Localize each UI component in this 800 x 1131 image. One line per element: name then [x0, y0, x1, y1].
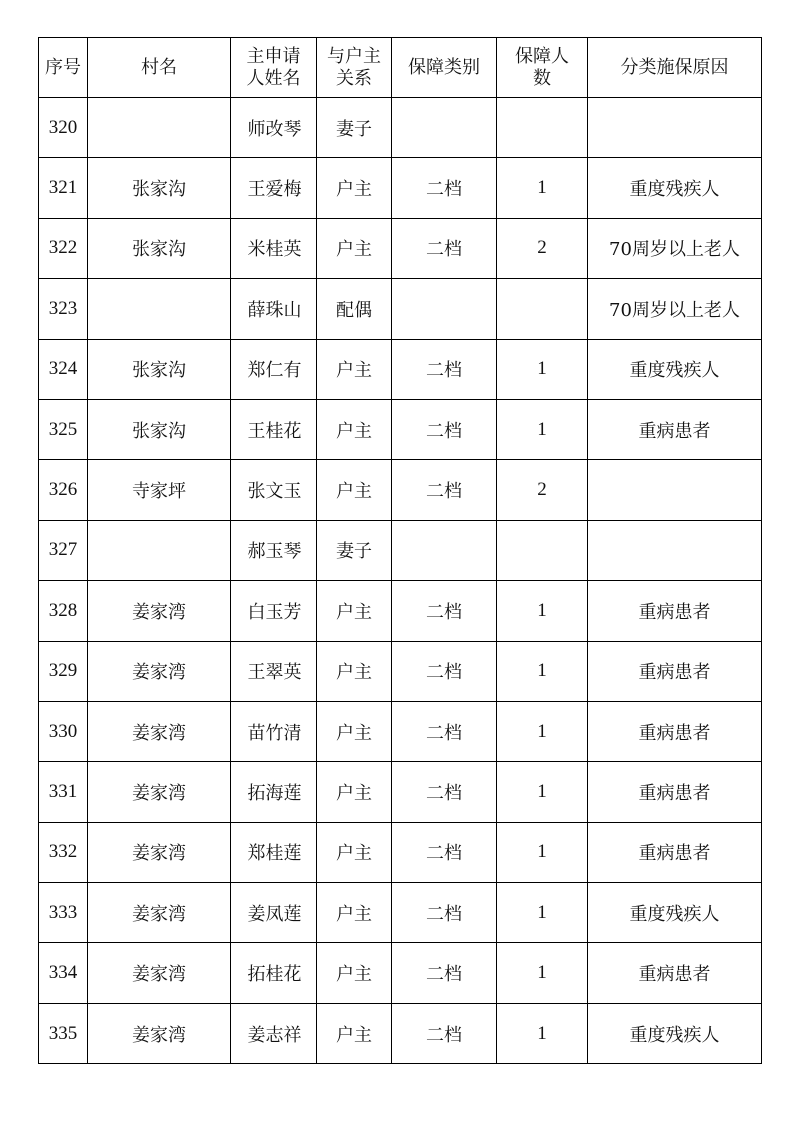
cell-relation: 户主 [317, 883, 392, 943]
cell-applicant-name: 张文玉 [231, 460, 317, 520]
table-row [39, 641, 762, 701]
cell-reason: 重病患者 [588, 701, 762, 761]
cell-applicant-name: 苗竹清 [231, 701, 317, 761]
cell-seq: 322 [39, 218, 88, 278]
cell-relation: 户主 [317, 1003, 392, 1063]
cell-count: 1 [497, 883, 588, 943]
cell-village: 姜家湾 [88, 581, 231, 641]
header-count-label: 保障人数 [515, 45, 569, 89]
cell-count: 1 [497, 581, 588, 641]
cell-count: 1 [497, 943, 588, 1003]
table-row [39, 701, 762, 761]
cell-seq: 332 [39, 822, 88, 882]
cell-relation: 妻子 [317, 520, 392, 580]
cell-village: 姜家湾 [88, 822, 231, 882]
cell-relation: 户主 [317, 158, 392, 218]
cell-category [392, 279, 497, 339]
cell-village: 姜家湾 [88, 1003, 231, 1063]
cell-applicant-name: 师改琴 [231, 98, 317, 158]
cell-count: 1 [497, 399, 588, 459]
header-count [497, 38, 588, 98]
cell-seq: 330 [39, 701, 88, 761]
cell-category: 二档 [392, 581, 497, 641]
cell-relation: 配偶 [317, 279, 392, 339]
table-row [39, 581, 762, 641]
table-row [39, 218, 762, 278]
cell-village: 张家沟 [88, 339, 231, 399]
cell-reason: 重病患者 [588, 943, 762, 1003]
table-row [39, 339, 762, 399]
table-body [39, 98, 762, 1064]
cell-applicant-name: 拓桂花 [231, 943, 317, 1003]
cell-relation: 户主 [317, 943, 392, 1003]
cell-village [88, 520, 231, 580]
cell-relation: 户主 [317, 581, 392, 641]
cell-reason: 70周岁以上老人 [588, 279, 762, 339]
cell-village: 姜家湾 [88, 762, 231, 822]
table-row [39, 1003, 762, 1063]
cell-reason [588, 520, 762, 580]
cell-reason: 重病患者 [588, 399, 762, 459]
cell-category: 二档 [392, 158, 497, 218]
cell-applicant-name: 米桂英 [231, 218, 317, 278]
cell-category [392, 520, 497, 580]
cell-applicant-name: 王翠英 [231, 641, 317, 701]
cell-category: 二档 [392, 339, 497, 399]
cell-seq: 326 [39, 460, 88, 520]
cell-relation: 户主 [317, 399, 392, 459]
cell-category [392, 98, 497, 158]
cell-seq: 329 [39, 641, 88, 701]
cell-village: 姜家湾 [88, 883, 231, 943]
cell-reason: 重度残疾人 [588, 1003, 762, 1063]
cell-category: 二档 [392, 762, 497, 822]
cell-count [497, 520, 588, 580]
cell-reason: 重度残疾人 [588, 883, 762, 943]
cell-applicant-name: 姜凤莲 [231, 883, 317, 943]
header-relation-label: 与户主关系 [327, 45, 381, 89]
cell-reason: 重病患者 [588, 822, 762, 882]
cell-applicant-name: 郑仁有 [231, 339, 317, 399]
header-applicant-label: 主申请人姓名 [246, 45, 301, 89]
cell-count: 2 [497, 218, 588, 278]
cell-count: 1 [497, 701, 588, 761]
cell-seq: 331 [39, 762, 88, 822]
cell-reason: 重病患者 [588, 762, 762, 822]
cell-applicant-name: 姜志祥 [231, 1003, 317, 1063]
table-row [39, 822, 762, 882]
cell-village: 寺家坪 [88, 460, 231, 520]
cell-count: 1 [497, 641, 588, 701]
cell-seq: 325 [39, 399, 88, 459]
cell-reason [588, 460, 762, 520]
cell-count: 1 [497, 762, 588, 822]
cell-reason [588, 98, 762, 158]
table-header [39, 38, 762, 98]
cell-category: 二档 [392, 883, 497, 943]
cell-reason: 重病患者 [588, 581, 762, 641]
cell-applicant-name: 郑桂莲 [231, 822, 317, 882]
header-row [39, 38, 762, 98]
cell-seq: 323 [39, 279, 88, 339]
cell-category: 二档 [392, 943, 497, 1003]
table-row [39, 279, 762, 339]
cell-village: 张家沟 [88, 158, 231, 218]
cell-seq: 321 [39, 158, 88, 218]
cell-applicant-name: 白玉芳 [231, 581, 317, 641]
cell-category: 二档 [392, 218, 497, 278]
cell-relation: 户主 [317, 701, 392, 761]
header-applicant [231, 38, 317, 98]
table-row [39, 943, 762, 1003]
cell-village [88, 98, 231, 158]
cell-applicant-name: 郝玉琴 [231, 520, 317, 580]
cell-count [497, 98, 588, 158]
cell-count: 1 [497, 339, 588, 399]
header-seq: 序号 [39, 38, 88, 98]
table-row [39, 520, 762, 580]
table-row [39, 158, 762, 218]
cell-relation: 户主 [317, 218, 392, 278]
cell-seq: 324 [39, 339, 88, 399]
cell-reason: 重病患者 [588, 641, 762, 701]
cell-category: 二档 [392, 701, 497, 761]
cell-relation: 户主 [317, 460, 392, 520]
cell-village: 姜家湾 [88, 701, 231, 761]
cell-village: 姜家湾 [88, 943, 231, 1003]
table-row [39, 399, 762, 459]
cell-seq: 333 [39, 883, 88, 943]
cell-village: 张家沟 [88, 399, 231, 459]
table-row [39, 98, 762, 158]
cell-count: 1 [497, 1003, 588, 1063]
cell-relation: 户主 [317, 762, 392, 822]
header-category: 保障类别 [392, 38, 497, 98]
cell-seq: 335 [39, 1003, 88, 1063]
cell-village [88, 279, 231, 339]
header-relation [317, 38, 392, 98]
cell-reason: 重度残疾人 [588, 158, 762, 218]
cell-applicant-name: 拓海莲 [231, 762, 317, 822]
cell-count: 1 [497, 158, 588, 218]
cell-seq: 320 [39, 98, 88, 158]
assistance-roster-table [38, 37, 762, 1064]
cell-applicant-name: 薛珠山 [231, 279, 317, 339]
cell-relation: 户主 [317, 641, 392, 701]
cell-category: 二档 [392, 822, 497, 882]
cell-reason: 70周岁以上老人 [588, 218, 762, 278]
cell-relation: 户主 [317, 822, 392, 882]
cell-village: 张家沟 [88, 218, 231, 278]
cell-relation: 妻子 [317, 98, 392, 158]
cell-applicant-name: 王爱梅 [231, 158, 317, 218]
cell-count: 1 [497, 822, 588, 882]
cell-relation: 户主 [317, 339, 392, 399]
cell-category: 二档 [392, 460, 497, 520]
cell-category: 二档 [392, 399, 497, 459]
cell-count: 2 [497, 460, 588, 520]
header-village: 村名 [88, 38, 231, 98]
header-reason: 分类施保原因 [588, 38, 762, 98]
cell-reason: 重度残疾人 [588, 339, 762, 399]
cell-seq: 328 [39, 581, 88, 641]
table-row [39, 883, 762, 943]
cell-category: 二档 [392, 641, 497, 701]
cell-seq: 334 [39, 943, 88, 1003]
cell-count [497, 279, 588, 339]
cell-village: 姜家湾 [88, 641, 231, 701]
table-row [39, 762, 762, 822]
table-row [39, 460, 762, 520]
cell-applicant-name: 王桂花 [231, 399, 317, 459]
cell-category: 二档 [392, 1003, 497, 1063]
cell-seq: 327 [39, 520, 88, 580]
